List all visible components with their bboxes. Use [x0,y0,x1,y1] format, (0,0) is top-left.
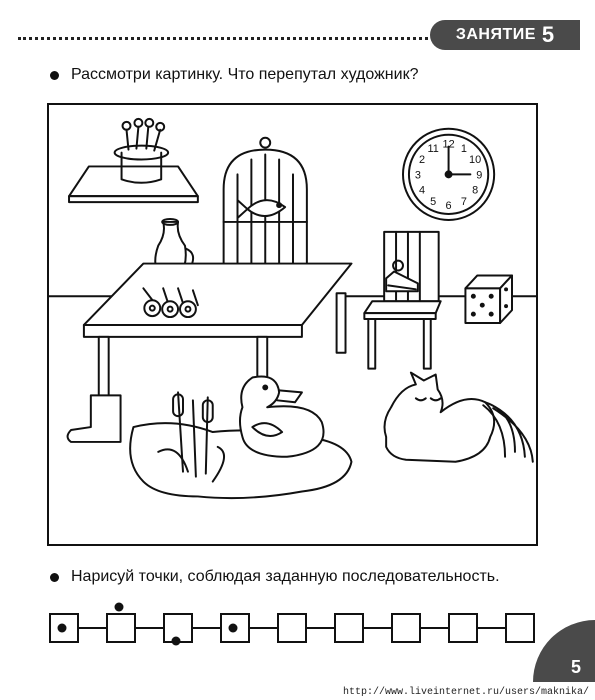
clock-number: 3 [414,169,421,182]
clock-number: 2 [418,153,426,166]
clock-number: 8 [472,184,479,197]
shelf-with-hat [69,119,198,202]
bullet-icon [50,573,59,582]
room-picture [47,103,538,546]
bullet-icon [50,71,59,80]
lesson-number: 5 [541,22,555,47]
clock-number: 7 [460,195,467,208]
task-2-text: Нарисуй точки, соблюдая заданную последовательность. [71,568,500,585]
page-corner [533,620,595,682]
sequence-box[interactable] [107,614,135,642]
task-2 [50,568,500,586]
header-dotted-line [18,37,428,40]
task-1-text: Рассмотри картинку. Что перепутал художник? [71,66,419,83]
clock-number: 12 [442,138,455,151]
dice [465,275,512,323]
wall-clock [403,129,494,220]
clock-number: 11 [427,142,439,155]
sequence-box[interactable] [506,614,534,642]
task-1 [50,66,418,84]
sequence-box[interactable] [392,614,420,642]
clock-number: 4 [418,184,426,197]
sequence-dot [115,603,124,612]
sequence-box[interactable] [335,614,363,642]
room-illustration [49,105,536,544]
sequence-box[interactable] [278,614,306,642]
clock-number: 1 [460,142,467,155]
page-number: 5 [570,657,581,677]
pond-with-duck [130,377,351,499]
sequence-dot [58,624,67,633]
clock-number: 5 [430,195,437,208]
sequence-boxes [40,600,540,650]
lesson-badge [430,20,580,50]
table [84,264,352,422]
sequence-dot [229,624,238,633]
boot [68,395,121,442]
lesson-label: ЗАНЯТИЕ [455,26,536,43]
sequence-box[interactable] [449,614,477,642]
clock-number: 6 [445,200,452,213]
birdcage-with-fish [218,138,313,284]
cat-with-horse-tail [384,373,532,462]
sequence-dot [172,637,181,646]
clock-number: 10 [469,153,482,166]
footer-url: http://www.liveinternet.ru/users/maknika/ [342,687,589,698]
clock-number: 9 [476,169,483,182]
chair-with-cake [364,232,440,369]
dot-sequence [40,600,540,650]
